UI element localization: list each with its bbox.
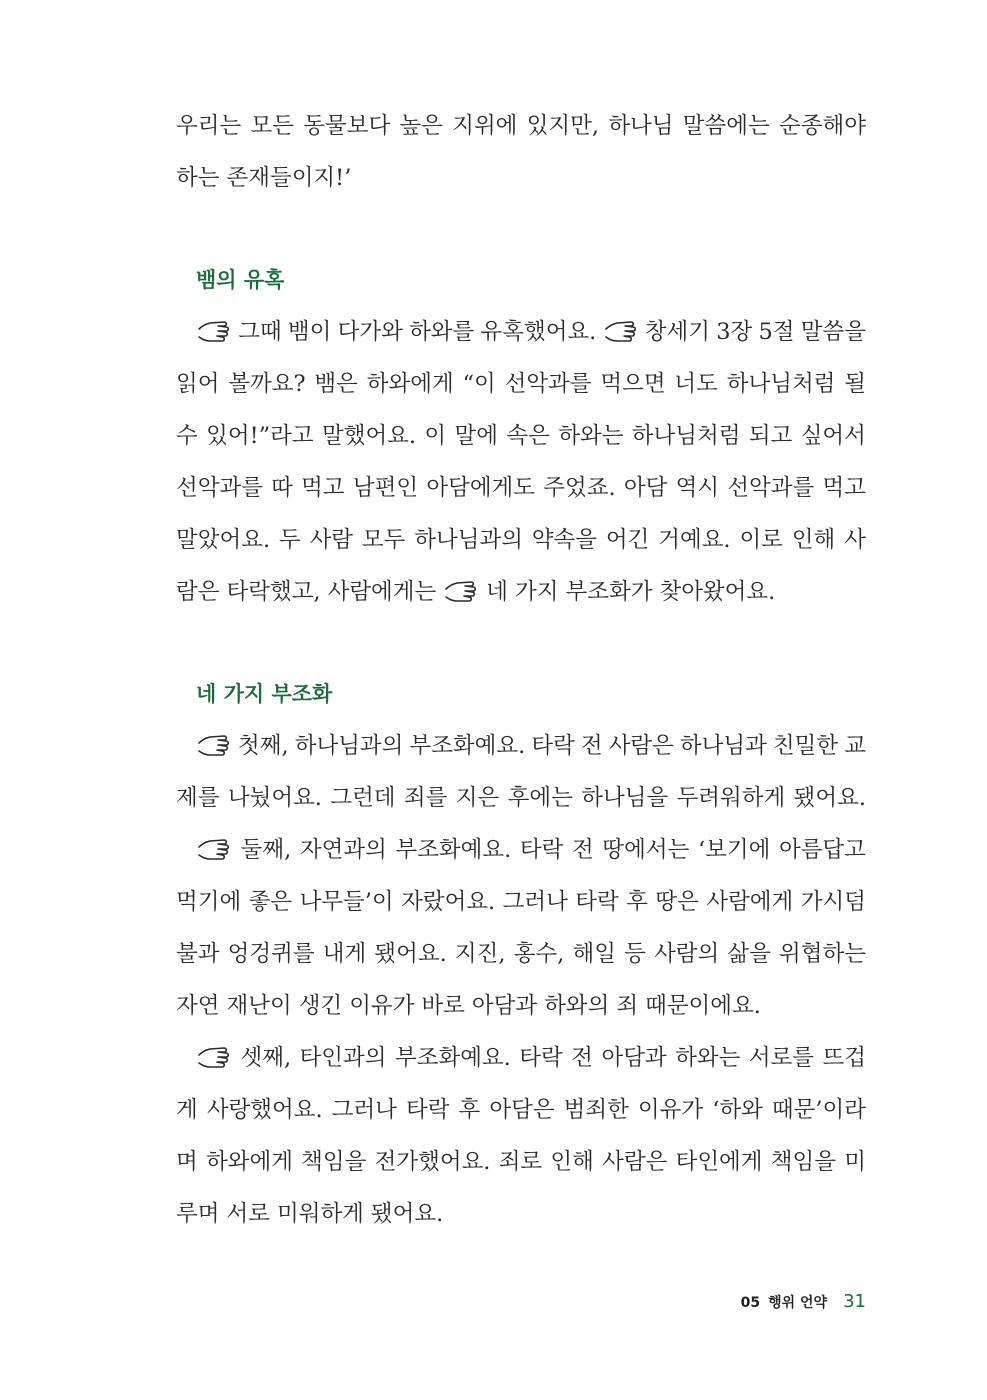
chapter-number: 05 (740, 1295, 761, 1311)
section2-para3-line-1: 셋째, 타인과의 부조화예요. 타락 전 아담과 하와는 서로를 뜨겁 (176, 1032, 866, 1084)
section2-para3-line-2: 게 사랑했어요. 그러나 타락 후 아담은 범죄한 이유가 ‘하와 때문’이라 (176, 1097, 866, 1123)
intro-line-2: 하는 존재들이지!’ (176, 165, 352, 191)
page-footer (0, 1291, 866, 1312)
section1-line-4: 선악과를 따 먹고 남편인 아담에게도 주었죠. 아담 역시 선악과를 먹고 (176, 475, 866, 501)
section2-para2-line-1: 둘째, 자연과의 부조화예요. 타락 전 땅에서는 ‘보기에 아름답고 (176, 824, 866, 876)
section2-para2-line-3: 불과 엉겅퀴를 내게 됐어요. 지진, 홍수, 해일 등 사람의 삶을 위협하는 (176, 941, 866, 967)
pointing-hand-icon (603, 318, 639, 346)
section1-line-1: 그때 뱀이 다가와 하와를 유혹했어요. 창세기 3장 5절 말씀을 (176, 306, 866, 358)
intro-line-1: 우리는 모든 동물보다 높은 지위에 있지만, 하나님 말씀에는 순종해야 (176, 113, 866, 139)
section2-para1-line-1: 첫째, 하나님과의 부조화예요. 타락 전 사람은 하나님과 친밀한 교 (176, 720, 866, 772)
section1-line-5: 말았어요. 두 사람 모두 하나님과의 약속을 어긴 거예요. 이로 인해 사 (176, 527, 866, 553)
section2-para3-line-3: 며 하와에게 책임을 전가했어요. 죄로 인해 사람은 타인에게 책임을 미 (176, 1149, 866, 1175)
pointing-hand-icon (196, 836, 232, 864)
page-number: 31 (843, 1291, 866, 1312)
section1-line-3: 수 있어!”라고 말했어요. 이 말에 속은 하와는 하나님처럼 되고 싶어서 (176, 423, 866, 449)
section-heading-four-disharmonies: 네 가지 부조화 (196, 682, 333, 706)
section1-line-6: 람은 타락했고, 사람에게는 네 가지 부조화가 찾아왔어요. (176, 579, 776, 605)
chapter-title: 행위 언약 (768, 1295, 828, 1311)
section2-para2-line-4: 자연 재난이 생긴 이유가 바로 아담과 하와의 죄 때문이에요. (176, 993, 761, 1019)
section2-para1-line-2: 제를 나눴어요. 그런데 죄를 지은 후에는 하나님을 두려워하게 됐어요. (176, 785, 866, 811)
pointing-hand-icon (196, 1044, 232, 1072)
section2-para2-line-2: 먹기에 좋은 나무들’이 자랐어요. 그러나 타락 후 땅은 사람에게 가시덤 (176, 889, 866, 915)
pointing-hand-icon (196, 318, 232, 346)
section2-para3-line-4: 루며 서로 미워하게 됐어요. (176, 1201, 444, 1227)
section1-line-2: 읽어 볼까요? 뱀은 하와에게 “이 선악과를 먹으면 너도 하나님처럼 될 (176, 371, 866, 397)
pointing-hand-icon (443, 578, 479, 606)
pointing-hand-icon (196, 732, 232, 760)
page-body (176, 100, 866, 1240)
section-heading-temptation: 뱀의 유혹 (196, 268, 285, 292)
